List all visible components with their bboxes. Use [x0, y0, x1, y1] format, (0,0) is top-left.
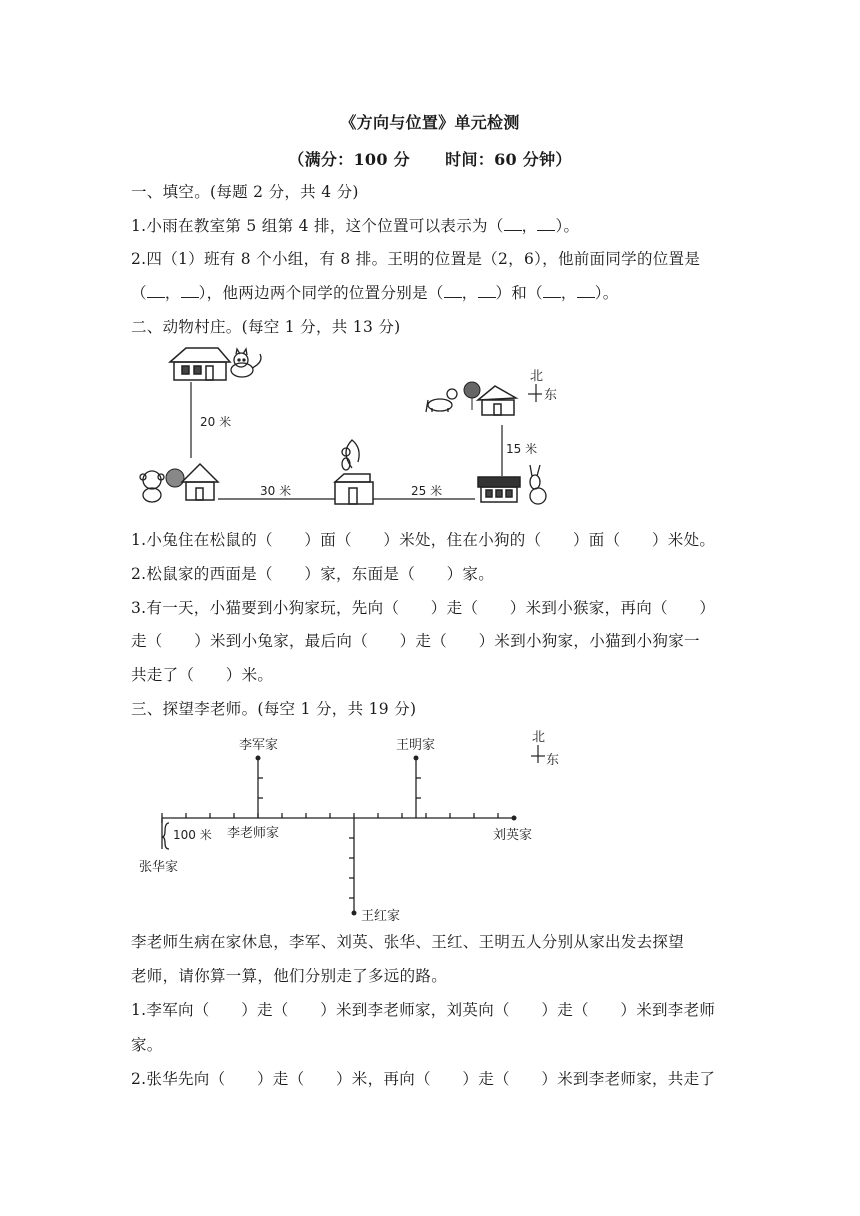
zhanghua-home-label: 张华家 — [139, 860, 179, 875]
lion-icon — [166, 469, 184, 487]
location-dots — [256, 756, 517, 916]
answer-blank[interactable] — [577, 283, 595, 298]
section3-question-1-line2: 家。 — [131, 1036, 163, 1054]
section1-question-2-line2: （ ， ），他两边两个同学的位置分别是（ ， ）和（ ， ）。 — [131, 284, 619, 302]
section3-intro-line1: 李老师生病在家休息，李军、刘英、张华、王红、王明五人分别从家出发去探望 — [131, 933, 685, 951]
rabbit-icon — [530, 465, 546, 504]
distance-label-20m: 20 米 — [200, 415, 232, 429]
section1-heading: 一、填空。(每题 2 分，共 4 分) — [131, 183, 359, 201]
section1-question-2-line1: 2.四（1）班有 8 个小组，有 8 排。王明的位置是（2，6），他前面同学的位置是 — [131, 250, 701, 268]
answer-blank[interactable] — [478, 283, 496, 298]
section3-question-2-line1: 2.张华先向（ ）走（ ）米，再向（ ）走（ ）米到李老师家，共走了 — [131, 1070, 716, 1088]
section2-question-3-line1: 3.有一天，小猫要到小狗家玩，先向（ ）走（ ）米到小猴家，再向（ ） — [131, 599, 716, 617]
cat-icon — [231, 349, 261, 377]
squirrel-icon — [342, 440, 359, 470]
lijun-home-dot — [256, 756, 261, 761]
scale-label: 100 米 — [173, 828, 212, 842]
map-axes — [162, 758, 514, 913]
liuying-home-label: 刘英家 — [493, 828, 533, 843]
lijun-home-label: 李军家 — [239, 738, 279, 753]
compass-icon — [528, 384, 542, 402]
section2-question-3-line2: 走（ ）米到小兔家，最后向（ ）走（ ）米到小狗家，小猫到小狗家一 — [131, 632, 700, 650]
answer-blank[interactable] — [537, 216, 555, 231]
wanghong-home-label: 王红家 — [361, 909, 401, 924]
page-subtitle — [0, 147, 860, 170]
liuying-home-dot — [512, 816, 517, 821]
section2-question-3-line3: 共走了（ ）米。 — [131, 666, 274, 684]
tree-icon — [464, 382, 480, 410]
teacher-home-label: 李老师家 — [227, 826, 280, 841]
distance-label-30m: 30 米 — [260, 484, 292, 498]
time-limit-text: 时间：60 分钟） — [445, 150, 572, 169]
wangming-home-label: 王明家 — [396, 738, 436, 753]
compass-icon — [531, 745, 545, 763]
wangming-home-dot — [414, 756, 419, 761]
section3-heading: 三、探望李老师。(每空 1 分，共 19 分) — [131, 700, 417, 718]
compass-east-label: 东 — [544, 388, 558, 403]
compass-north-label: 北 — [530, 369, 544, 384]
distance-label-15m: 15 米 — [506, 442, 538, 456]
section3-question-1-line1: 1.李军向（ ）走（ ）米到李老师家，刘英向（ ）走（ ）米到李老师 — [131, 1001, 716, 1019]
answer-blank[interactable] — [543, 283, 561, 298]
lion-house-icon — [182, 464, 218, 500]
section1-question-1: 1.小雨在教室第 5 组第 4 排，这个位置可以表示为（ ， ）。 — [131, 217, 580, 235]
animal-village-map — [130, 340, 730, 515]
section2-question-2: 2.松鼠家的西面是（ ）家，东面是（ ）家。 — [131, 565, 494, 583]
rabbit-house-icon — [478, 477, 520, 502]
squirrel-house-icon — [335, 474, 373, 504]
answer-blank[interactable] — [147, 283, 165, 298]
section2-question-1: 1.小兔住在松鼠的（ ）面（ ）米处，住在小狗的（ ）面（ ）米处。 — [131, 531, 716, 549]
wanghong-home-dot — [352, 911, 357, 916]
section3-intro-line2: 老师，请你算一算，他们分别走了多远的路。 — [131, 967, 448, 985]
monkey-house-icon — [170, 348, 230, 380]
section2-heading: 二、动物村庄。(每空 1 分，共 13 分) — [131, 318, 401, 336]
dog-icon — [426, 389, 457, 412]
answer-blank[interactable] — [444, 283, 462, 298]
monkey-icon — [140, 471, 164, 502]
dog-house-icon — [478, 386, 516, 415]
compass-east-label: 东 — [546, 753, 560, 768]
page-title: 《方向与位置》单元检测 — [340, 113, 520, 132]
compass-north-label: 北 — [532, 730, 546, 745]
distance-label-25m: 25 米 — [411, 484, 443, 498]
teacher-visit-map — [135, 725, 575, 925]
answer-blank[interactable] — [181, 283, 199, 298]
answer-blank[interactable] — [504, 216, 522, 231]
full-score-text: （满分：100 分 — [288, 150, 410, 169]
